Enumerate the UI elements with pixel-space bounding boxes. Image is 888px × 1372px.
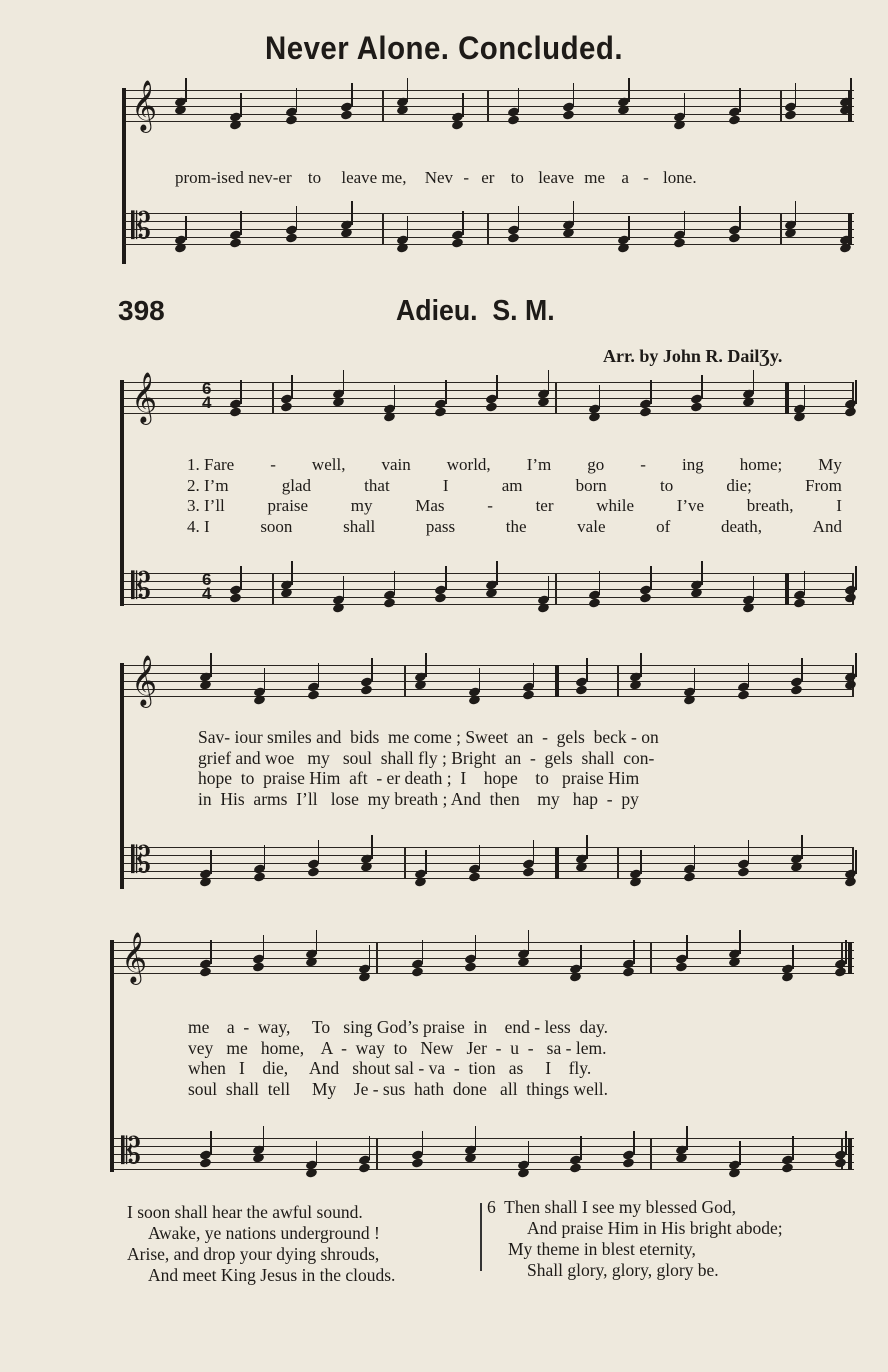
note-stem	[748, 840, 750, 864]
note-stem	[650, 566, 652, 590]
note-stem	[633, 940, 635, 964]
note-stem	[701, 375, 703, 399]
note-stem	[479, 668, 481, 692]
note-stem	[640, 653, 642, 677]
verse6-text: 6 Then shall I see my blessed God, And praise Him in His bright abode; My theme in blest eternity, Shall glory, glory, glory be.	[487, 1197, 783, 1280]
note-stem	[701, 561, 703, 585]
note-stem	[291, 375, 293, 399]
note-stem	[628, 216, 630, 240]
note-stem	[318, 840, 320, 864]
note-stem	[343, 370, 345, 394]
note-stem	[185, 78, 187, 102]
note-stem	[351, 83, 353, 107]
treble-clef-icon: 𝄞	[131, 655, 158, 706]
note-stem	[548, 370, 550, 394]
note-stem	[795, 201, 797, 225]
note-stem	[445, 566, 447, 590]
note-stem	[422, 1131, 424, 1155]
note-stem	[343, 576, 345, 600]
note-stem	[479, 845, 481, 869]
note-stem	[263, 1126, 265, 1150]
note-stem	[263, 935, 265, 959]
note-stem	[633, 1131, 635, 1155]
note-stem	[371, 658, 373, 682]
note-stem	[462, 211, 464, 235]
system2-lyrics: Sav- iour smiles and bids me come ; Sweet an - gels beck - on grief and woe my soul shall fly ; Bright an - gels shall con- hope to praise Him aft - er death ; I hope to praise Him in His arms I’ll lose my breath ; And then my hap - py	[198, 727, 659, 809]
note-stem	[291, 561, 293, 585]
note-stem	[580, 945, 582, 969]
arranger-credit: Arr. by John R. DailƷy.	[603, 346, 783, 366]
note-stem	[422, 940, 424, 964]
note-stem	[855, 380, 857, 404]
note-stem	[210, 850, 212, 874]
system3-lyrics: me a - way, To sing God’s praise in end - less day. vey me home, A - way to New Jer - u - sa - lem. when I die, And shout sal - va - tion as I fly. soul shall tell My Je - sus hath done all things well.	[188, 1017, 608, 1099]
note-stem	[240, 380, 242, 404]
note-stem	[462, 93, 464, 117]
note-stem	[496, 561, 498, 585]
note-stem	[210, 1131, 212, 1155]
note-stem	[792, 1136, 794, 1160]
note-stem	[496, 375, 498, 399]
note-stem	[240, 211, 242, 235]
note-stem	[753, 370, 755, 394]
note-stem	[394, 571, 396, 595]
note-stem	[850, 216, 852, 240]
note-stem	[369, 1136, 371, 1160]
note-stem	[264, 668, 266, 692]
note-stem	[845, 940, 847, 964]
note-stem	[371, 835, 373, 859]
note-stem	[694, 668, 696, 692]
bass-clef-icon: 𝄡	[121, 1131, 142, 1172]
note-stem	[407, 78, 409, 102]
note-stem	[753, 576, 755, 600]
note-stem	[533, 663, 535, 687]
bass-clef-icon: 𝄡	[131, 566, 152, 607]
note-stem	[533, 840, 535, 864]
bass-clef-icon: 𝄡	[131, 206, 152, 247]
note-stem	[694, 845, 696, 869]
note-stem	[548, 576, 550, 600]
hymn-number: 398	[118, 295, 165, 326]
note-stem	[445, 380, 447, 404]
note-stem	[855, 566, 857, 590]
note-stem	[296, 88, 298, 112]
note-stem	[739, 206, 741, 230]
note-stem	[528, 1141, 530, 1165]
note-stem	[599, 385, 601, 409]
system1-lyrics	[187, 455, 842, 537]
note-stem	[795, 83, 797, 107]
note-stem	[801, 658, 803, 682]
note-stem	[369, 945, 371, 969]
treble-clef-icon: 𝄞	[121, 932, 148, 983]
note-stem	[640, 850, 642, 874]
note-stem	[318, 663, 320, 687]
note-stem	[586, 658, 588, 682]
hymn-title: Adieu. S. M.	[396, 295, 555, 327]
note-stem	[650, 380, 652, 404]
page-title: Never Alone. Concluded.	[265, 30, 623, 66]
note-stem	[684, 211, 686, 235]
treble-clef-icon: 𝄞	[131, 372, 158, 423]
note-stem	[425, 653, 427, 677]
verse5-text: I soon shall hear the awful sound. Awake, ye nations underground ! Arise, and drop your dying shrouds, And meet King Jesus in the clouds.	[127, 1202, 396, 1285]
note-stem	[316, 1141, 318, 1165]
note-stem	[855, 850, 857, 874]
note-stem	[573, 201, 575, 225]
note-stem	[739, 1141, 741, 1165]
note-stem	[518, 88, 520, 112]
note-stem	[686, 935, 688, 959]
verse2-line: 2. I’m glad that I am born to die; From	[187, 475, 842, 495]
note-stem	[739, 930, 741, 954]
note-stem	[599, 571, 601, 595]
lyrics-top-line: prom-ised nev-er to leave me, Nev - er to leave me a - lone.	[175, 168, 697, 187]
note-stem	[792, 945, 794, 969]
note-stem	[210, 653, 212, 677]
note-stem	[573, 83, 575, 107]
note-stem	[801, 835, 803, 859]
verse-divider	[480, 1203, 482, 1271]
note-stem	[185, 216, 187, 240]
note-stem	[628, 78, 630, 102]
note-stem	[748, 663, 750, 687]
note-stem	[850, 78, 852, 102]
note-stem	[394, 385, 396, 409]
note-stem	[264, 845, 266, 869]
note-stem	[425, 850, 427, 874]
verse3-line: 3. I’ll praise my Mas - ter while I’ve breath, I	[187, 496, 842, 515]
note-stem	[804, 385, 806, 409]
note-stem	[845, 1131, 847, 1155]
note-stem	[804, 571, 806, 595]
note-stem	[296, 206, 298, 230]
note-stem	[475, 935, 477, 959]
note-stem	[316, 930, 318, 954]
note-stem	[475, 1126, 477, 1150]
note-stem	[586, 835, 588, 859]
note-stem	[210, 940, 212, 964]
note-stem	[739, 88, 741, 112]
bass-clef-icon: 𝄡	[131, 840, 152, 881]
note-stem	[684, 93, 686, 117]
note-stem	[518, 206, 520, 230]
note-stem	[407, 216, 409, 240]
note-stem	[528, 930, 530, 954]
note-stem	[351, 201, 353, 225]
treble-clef-icon: 𝄞	[131, 80, 158, 131]
note-stem	[240, 93, 242, 117]
note-stem	[580, 1136, 582, 1160]
verse1-line: 1. Fare - well, vain world, I’m go - ing home; My	[187, 455, 842, 474]
note-stem	[686, 1126, 688, 1150]
verse4-line: 4. I soon shall pass the vale of death, And	[187, 516, 842, 536]
note-stem	[855, 653, 857, 677]
note-stem	[240, 566, 242, 590]
